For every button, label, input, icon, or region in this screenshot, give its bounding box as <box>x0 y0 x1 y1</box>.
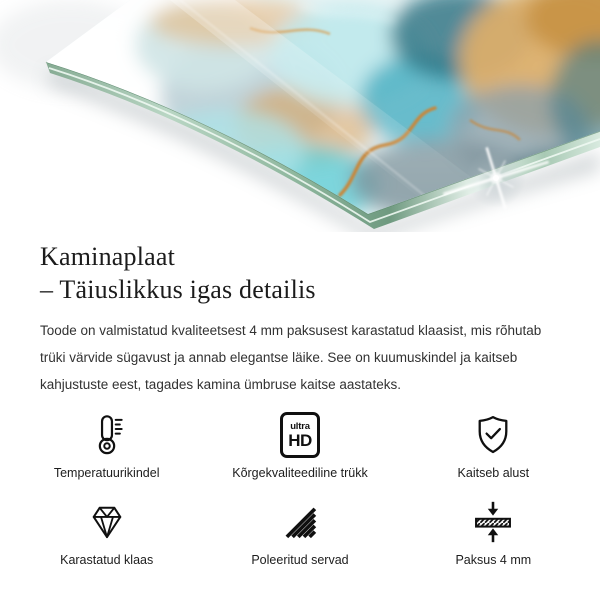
product-description: Toode on valmistatud kvaliteetsest 4 mm paksusest karastatud klaasist, mis rõhutab trüki värvide sügavust ja annab elegantse läike. See on kuumuskindel ja kaitseb kahjustuste eest, tagades kamina ümbruse kaitse aastateks. <box>40 323 542 392</box>
page-title-line1: Kaminaplaat <box>40 242 176 271</box>
feature-label: Paksus 4 mm <box>455 553 532 567</box>
feature-tempered-glass <box>10 499 203 568</box>
feature-label: Kõrgekvaliteediline trükk <box>232 466 368 480</box>
product-photo-glass-panel <box>0 0 600 232</box>
feature-thickness-4mm <box>397 499 590 568</box>
ultra-hd-icon-text-bottom: HD <box>288 430 312 450</box>
page-title-line2: – Täiuslikkus igas detailis <box>40 275 316 304</box>
ultra-hd-icon <box>280 412 320 458</box>
feature-label: Poleeritud servad <box>251 553 349 567</box>
feature-label: Temperatuurikindel <box>53 466 160 480</box>
ultra-hd-icon-text-top: ultra <box>290 420 310 432</box>
thermometer-icon <box>85 412 129 458</box>
thickness-icon <box>471 499 515 545</box>
feature-temperature-resistant <box>10 412 203 481</box>
feature-protects-base <box>397 412 590 481</box>
shield-check-icon <box>471 412 515 458</box>
glass-panel-illustration <box>0 0 600 232</box>
feature-high-quality-print <box>203 412 396 481</box>
polished-edges-icon <box>279 499 321 545</box>
page-title <box>40 240 560 306</box>
feature-label: Karastatud klaas <box>60 553 154 567</box>
product-info-section <box>0 232 600 568</box>
feature-label: Kaitseb alust <box>457 466 530 480</box>
feature-grid <box>10 412 590 568</box>
diamond-icon <box>85 499 129 545</box>
feature-polished-edges <box>203 499 396 568</box>
